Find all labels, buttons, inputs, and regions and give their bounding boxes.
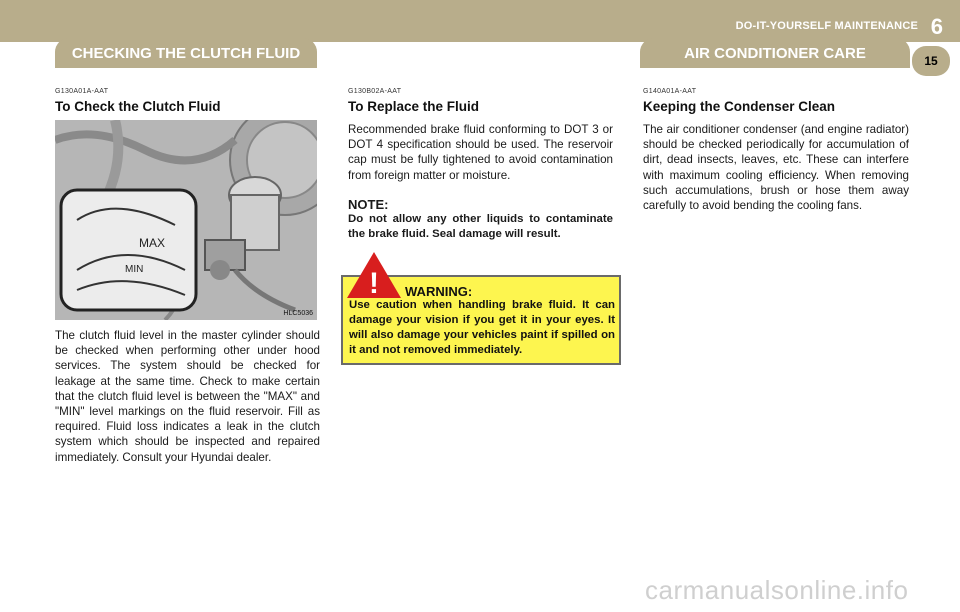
section-code: G130B02A-AAT	[348, 88, 402, 95]
warning-text: Use caution when handling brake fluid. It can damage your vision if you get it in your eyes. It will also damage your vehicles paint if spilled on it and not removed immediately.	[349, 299, 615, 356]
clutch-reservoir-figure	[55, 120, 317, 320]
condenser-section	[643, 88, 909, 213]
chapter-number: 6	[930, 14, 943, 39]
replace-fluid-text: Recommended brake fluid conforming to DOT 3 or DOT 4 specification should be used. The reservoir cap must be fully tightened to avoid contamination from foreign matter or moisture.	[348, 123, 613, 182]
warning-triangle-icon	[345, 250, 403, 300]
section-code: G130A01A-AAT	[55, 88, 109, 95]
section-heading: Keeping the Condenser Clean	[643, 99, 836, 114]
section-code: G140A01A-AAT	[643, 88, 697, 95]
clutch-fluid-text: The clutch fluid level in the master cylinder should be checked when performing other under hood services. The system should be checked for leakage at the same time. Check to make certain that the clutch fluid level is between the "MAX" and "MIN" level markings on the fluid reservoir. Fill as required. Fluid loss indicates a leak in the clutch system which should be inspected and repaired immediately. Consult your Hyundai dealer.	[55, 329, 320, 464]
section-heading: To Check the Clutch Fluid	[55, 99, 221, 114]
replace-fluid-section	[348, 88, 613, 242]
note-title: NOTE:	[348, 196, 389, 212]
section-tab-clutch-fluid: CHECKING THE CLUTCH FLUID	[55, 38, 317, 68]
max-marking: MAX	[139, 236, 166, 250]
watermark: carmanualsonline.info	[645, 575, 909, 605]
section-heading: To Replace the Fluid	[348, 99, 480, 114]
section-tab-air-conditioner: AIR CONDITIONER CARE	[640, 38, 910, 68]
page-number: 15	[912, 46, 950, 76]
condenser-text: The air conditioner condenser (and engine radiator) should be checked periodically for accumulation of dirt, dead insects, leaves, etc. These can interfere with maximum cooling efficiency. When removing such accumulations, brush or hose them away carefully to avoid bending the cooling fans.	[643, 123, 909, 213]
warning-exclamation: !	[369, 267, 379, 300]
note-text: Do not allow any other liquids to contaminate the brake fluid. Seal damage will result.	[348, 212, 613, 240]
figure-code: HLC5036	[283, 310, 313, 317]
engine-bay-illustration	[55, 120, 317, 320]
min-marking: MIN	[125, 264, 144, 275]
chapter-title: DO-IT-YOURSELF MAINTENANCE	[735, 20, 918, 32]
warning-title: WARNING:	[405, 284, 473, 299]
clutch-fluid-section	[55, 88, 320, 465]
